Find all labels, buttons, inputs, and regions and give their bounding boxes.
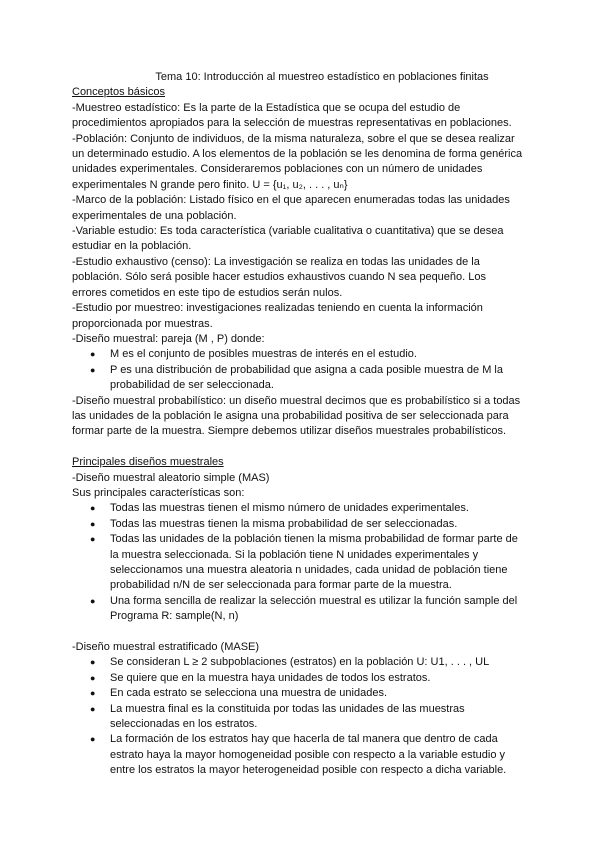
list-item: [110, 501, 532, 516]
list-item: [110, 732, 532, 778]
text-line: entre los estratos la mayor heterogeneidad posible con respecto a dicha variable.: [110, 764, 507, 777]
text-line: probabilidad de ser seleccionada.: [110, 379, 274, 392]
text-line: -Diseño muestral: pareja (M , P) donde:: [72, 332, 265, 345]
list-item: [110, 347, 532, 362]
text-line: un determinado estudio. A los elementos de la población se les denomina de forma genérica: [72, 148, 523, 161]
list-item: [110, 594, 532, 625]
list-item: [110, 532, 532, 594]
text-line: experimentales de una población.: [72, 209, 237, 222]
section-heading: Principales diseños muestrales: [72, 456, 224, 469]
text-line: ● Se consideran L ≥ 2 subpoblaciones (estratos) en la población U: U1, . . . , UL: [110, 656, 490, 669]
text-line: unidades experimentales. Consideraremos poblaciones con un número de unidades: [72, 163, 483, 176]
text-line: formar parte de la muestra. Siempre debemos utilizar diseños muestrales probabilísticos.: [72, 425, 507, 438]
text-line: errores cometidos en este tipo de estudios serán nulos.: [72, 286, 343, 299]
text-line: ● Todas las muestras tienen el mismo número de unidades experimentales.: [110, 502, 469, 515]
text-line: probabilidad n/N de ser seleccionada para formar parte de la muestra.: [110, 579, 452, 592]
list-item: [110, 702, 532, 733]
text-line: ● La formación de los estratos hay que hacerla de tal manera que dentro de cada: [110, 733, 498, 746]
text-line: procedimientos apropiados para la selección de muestras representativas en poblaciones.: [72, 117, 512, 130]
text-line: -Diseño muestral probabilístico: un diseño muestral decimos que es probabilístico si a todas: [72, 394, 521, 407]
text-line: estrato haya la mayor homogeneidad posible con respecto a la variable estudio y: [110, 748, 506, 761]
text-line: ● En cada estrato se selecciona una muestra de unidades.: [110, 687, 388, 700]
text-line: ● Una forma sencilla de realizar la selección muestral es utilizar la función sample del: [110, 594, 518, 607]
list-item: [110, 655, 532, 670]
text-line: -Muestreo estadístico: Es la parte de la Estadística que se ocupa del estudio de: [72, 101, 461, 114]
text-line: proporcionada por muestras.: [72, 317, 213, 330]
list-item: [110, 517, 532, 532]
bullet-list: [72, 501, 532, 624]
list-item: [110, 671, 532, 686]
text-line: ● Se quiere que en la muestra haya unidades de todos los estratos.: [110, 671, 431, 684]
text-line: Programa R: sample(N, n): [110, 610, 239, 623]
text-line: población. Sólo será posible hacer estudios exhaustivos cuando N sea pequeño. Los: [72, 271, 486, 284]
document-page: [72, 70, 532, 779]
text-line: -Diseño muestral estratificado (MASE): [72, 641, 260, 653]
bullet-list: [72, 655, 532, 778]
text-line: -Variable estudio: Es toda característica (variable cualitativa o cuantitativa) que se desea: [72, 225, 504, 238]
text-line: Sus principales características son:: [72, 486, 245, 499]
bullet-list: [72, 347, 532, 393]
text-line: ● P es una distribución de probabilidad que asigna a cada posible muestra de M la: [110, 363, 503, 376]
text-line: estudiar en la población.: [72, 240, 192, 253]
text-line: experimentales N grande pero finito. U = {u₁, u₂, . . . , uₙ}: [72, 178, 348, 191]
text-line: -Estudio exhaustivo (censo): La investigación se realiza en todas las unidades de la: [72, 255, 480, 268]
text-line: ● M es el conjunto de posibles muestras de interés en el estudio.: [110, 348, 417, 361]
text-line: las unidades de la población le asigna una probabilidad positiva de ser seleccionada para: [72, 409, 509, 422]
spacer: [72, 625, 532, 640]
section-heading: Conceptos básicos: [72, 86, 165, 99]
page-title: Tema 10: Introducción al muestreo estadístico en poblaciones finitas: [155, 71, 489, 83]
list-item: [110, 363, 532, 394]
text-line: -Población: Conjunto de individuos, de la misma naturaleza, sobre el que se desea realizar: [72, 132, 515, 145]
text-line: ● Todas las unidades de la población tienen la misma probabilidad de formar parte de: [110, 533, 518, 546]
text-line: la muestra seleccionada. Si la población tiene N unidades experimentales y: [110, 548, 479, 561]
text-line: seleccionamos una muestra aleatoria n unidades, cada unidad de población tiene: [110, 563, 508, 576]
text-line: -Estudio por muestreo: investigaciones realizadas teniendo en cuenta la información: [72, 302, 483, 315]
spacer: [72, 440, 532, 455]
text-line: seleccionadas en los estratos.: [110, 718, 258, 731]
text-line: ● La muestra final es la constituida por todas las unidades de las muestras: [110, 702, 465, 715]
list-item: [110, 686, 532, 701]
text-line: -Diseño muestral aleatorio simple (MAS): [72, 471, 270, 484]
text-line: ● Todas las muestras tienen la misma probabilidad de ser seleccionadas.: [110, 517, 458, 530]
text-line: -Marco de la población: Listado físico en el que aparecen enumeradas todas las unidades: [72, 194, 510, 207]
